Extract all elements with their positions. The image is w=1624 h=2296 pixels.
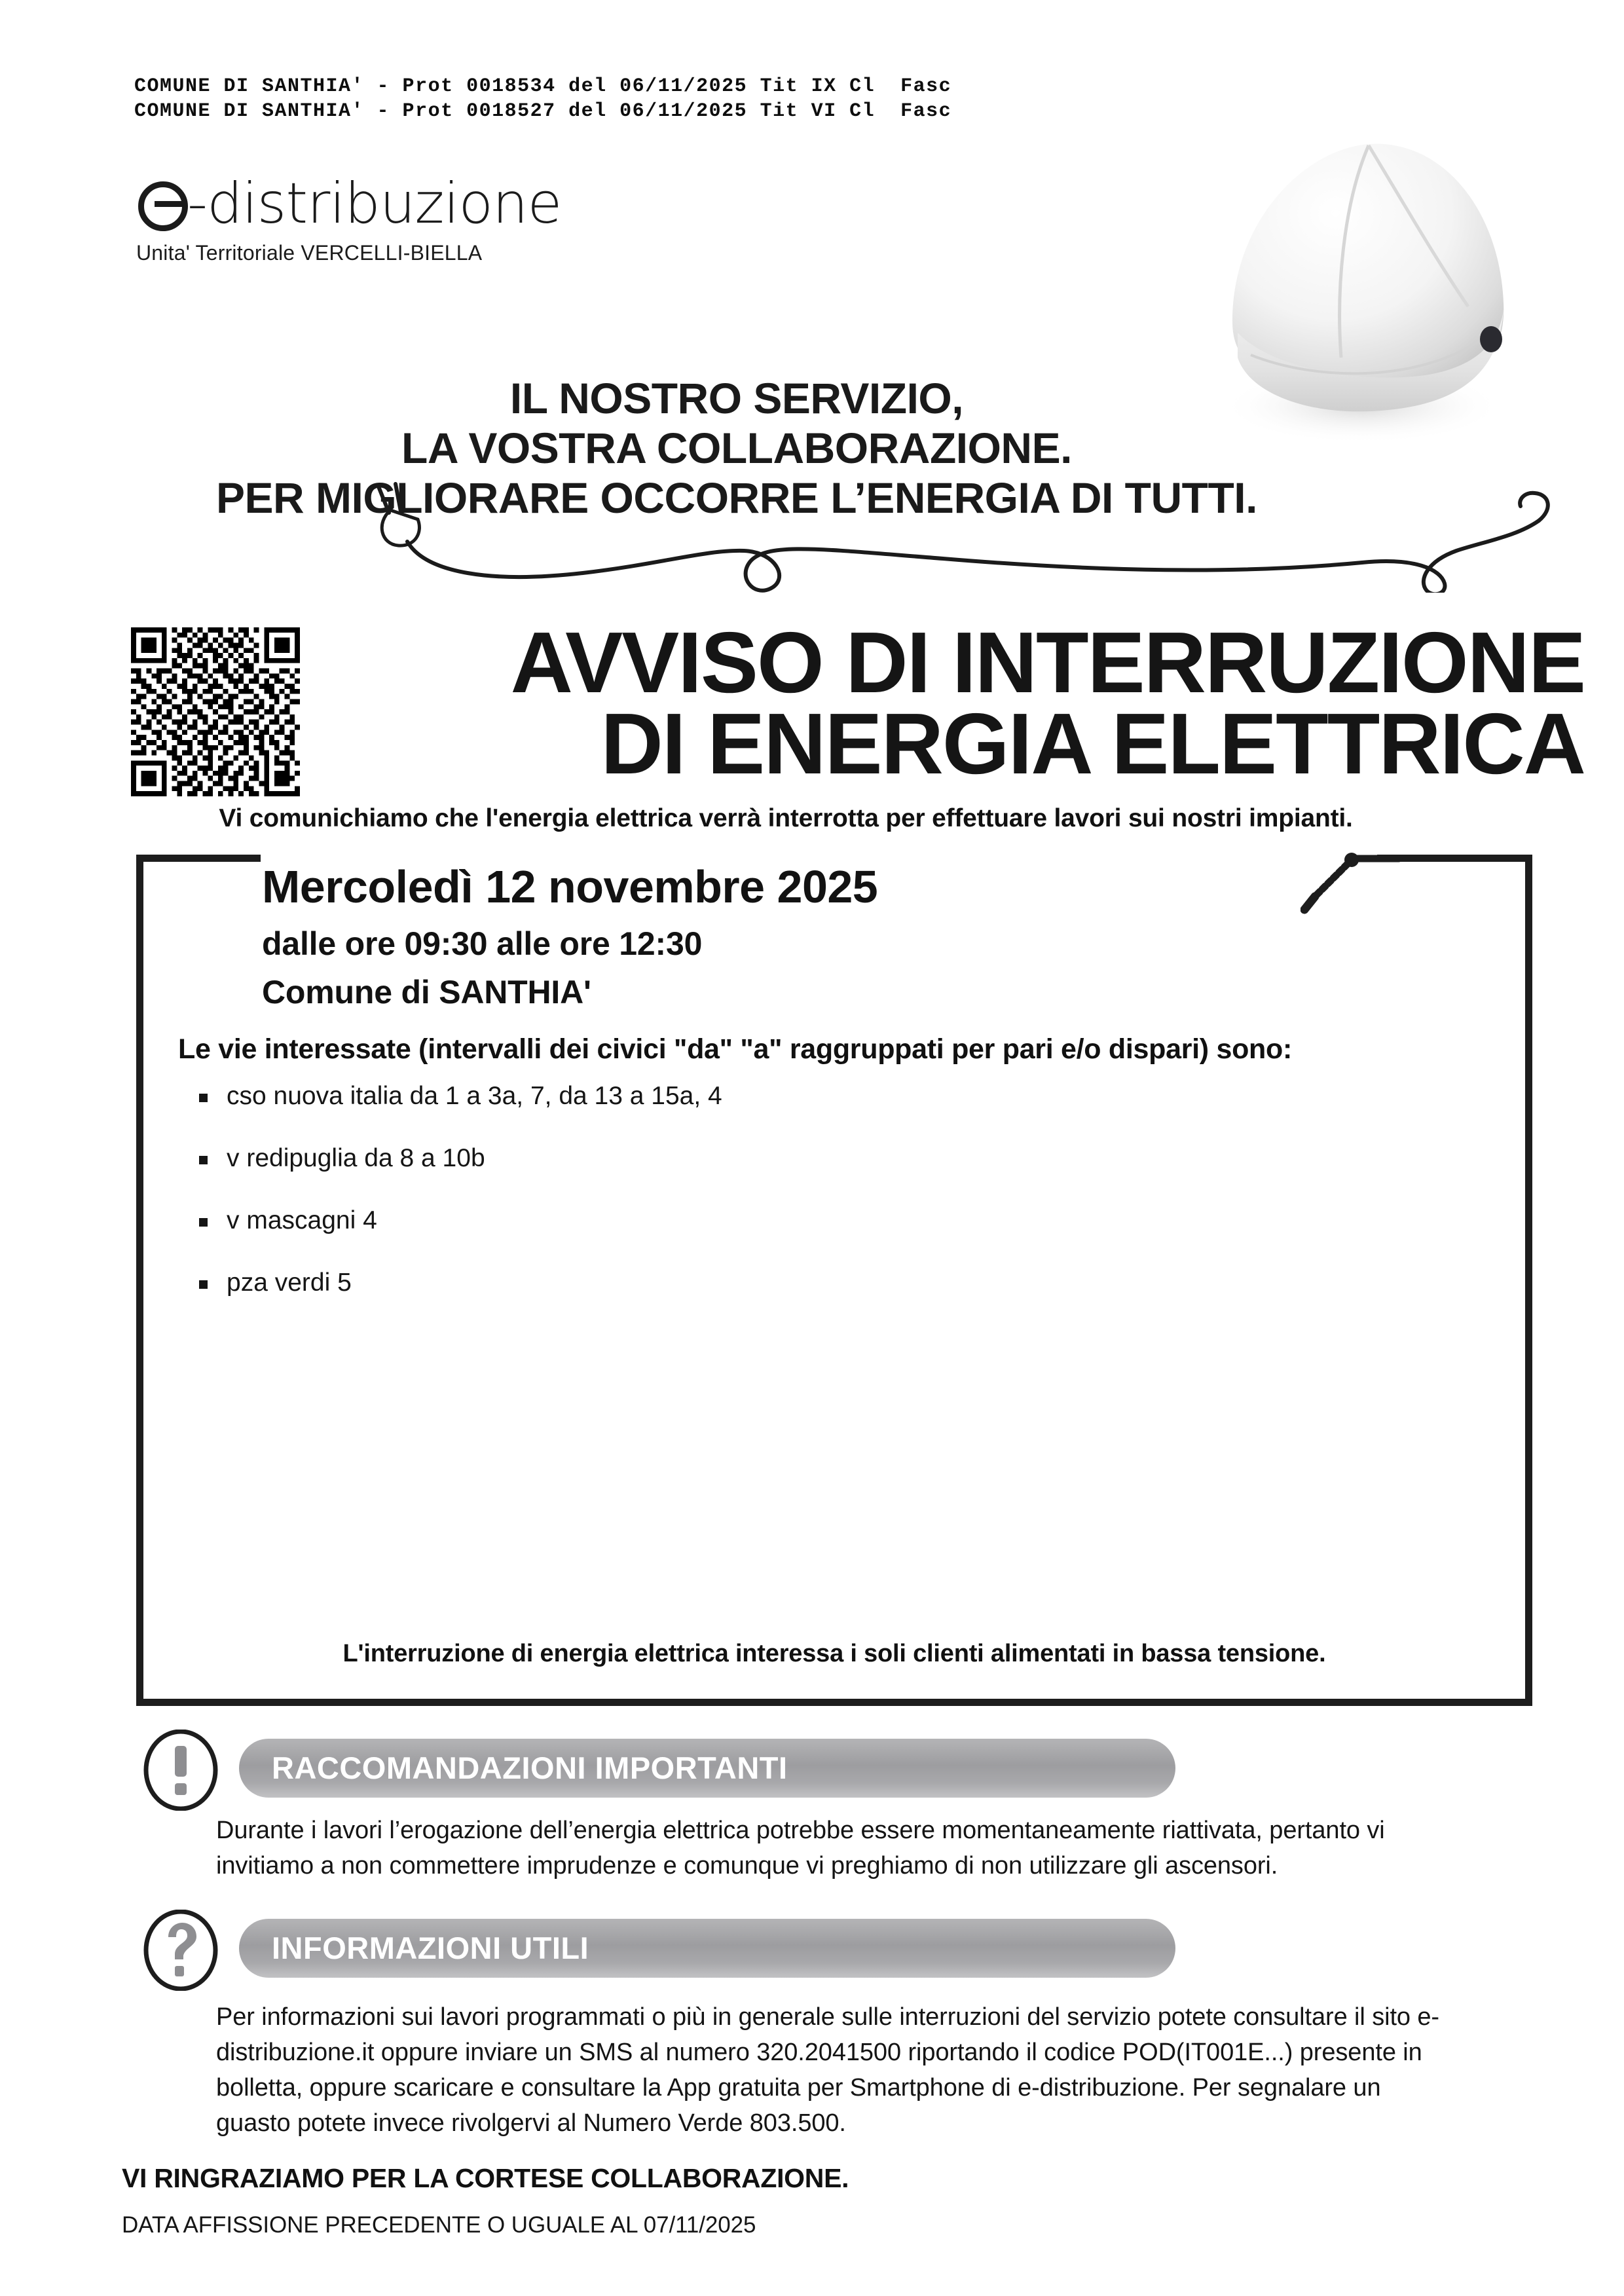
recommendations-badge <box>141 1739 1254 1802</box>
question-mark-icon <box>141 1910 221 1991</box>
frame-border-right <box>1525 855 1532 1706</box>
frame-border-bottom <box>136 1699 1532 1706</box>
outage-date: Mercoledì 12 novembre 2025 <box>262 861 878 912</box>
brand-logo <box>136 171 562 265</box>
useful-info-badge <box>141 1919 1254 1982</box>
protocol-stamp <box>134 74 951 124</box>
posting-date-line: DATA AFFISSIONE PRECEDENTE O UGUALE AL 07/11/2025 <box>122 2212 756 2238</box>
outage-schedule <box>262 859 877 1014</box>
page-title-line-1: AVVISO DI INTERRUZIONE <box>510 614 1585 711</box>
thanks-line: VI RINGRAZIAMO PER LA CORTESE COLLABORAZIONE. <box>122 2163 849 2193</box>
page-title-line-2: DI ENERGIA ELETTRICA <box>600 695 1585 792</box>
protocol-stamp-line-2: COMUNE DI SANTHIA' - Prot 0018527 del 06/11/2025 Tit VI Cl Fasc <box>134 100 952 122</box>
street-entry-text: pza verdi 5 <box>227 1268 352 1297</box>
list-item <box>196 1205 1441 1236</box>
tagline-line-3: PER MIGLIORARE OCCORRE L’ENERGIA DI TUTTI. <box>216 473 1257 522</box>
page-title <box>327 614 1585 792</box>
exclamation-icon <box>141 1730 221 1811</box>
logo-wordmark <box>136 171 562 236</box>
useful-info-section <box>141 1919 1254 1982</box>
tagline-line-2: LA VOSTRA COLLABORAZIONE. <box>401 424 1072 472</box>
page-subtitle: Vi comunichiamo che l'energia elettrica verrà interrotta per effettuare lavori sui nostri impianti. <box>219 804 1353 832</box>
street-entry-text: cso nuova italia da 1 a 3a, 7, da 13 a 15a, 4 <box>227 1082 722 1110</box>
outage-hours: dalle ore 09:30 alle ore 12:30 <box>262 925 703 962</box>
street-entry-text: v mascagni 4 <box>227 1206 377 1234</box>
protocol-stamp-line-1: COMUNE DI SANTHIA' - Prot 0018534 del 06/11/2025 Tit IX Cl Fasc <box>134 75 952 98</box>
list-item <box>196 1081 1441 1112</box>
tagline-line-1: IL NOSTRO SERVIZIO, <box>509 374 964 422</box>
recommendations-section <box>141 1739 1254 1802</box>
electrical-cable-decoration <box>367 481 1565 593</box>
frame-border-left <box>136 855 143 1706</box>
useful-info-heading: INFORMAZIONI UTILI <box>272 1931 589 1965</box>
recommendations-heading: RACCOMANDAZIONI IMPORTANTI <box>272 1750 788 1785</box>
outage-municipality: Comune di SANTHIA' <box>262 974 591 1010</box>
list-item <box>196 1267 1441 1299</box>
useful-info-body: Per informazioni sui lavori programmati o più in generale sulle interruzioni del servizio potete consultare il sito e-distribuzione.it oppure inviare un SMS al numero 320.2041500 riportando il codice POD(IT001E...) presente in bolletta, oppure scaricare e consultare la App gratuita per Smartphone di e-distribuzione. Per segnalare un guasto potete invece rivolgervi al Numero Verde 803.500. <box>216 2003 1439 2137</box>
list-item <box>196 1143 1441 1174</box>
affected-streets-list <box>196 1081 1441 1329</box>
recommendations-body: Durante i lavori l’erogazione dell’energia elettrica potrebbe essere momentaneamente riattivata, pertanto vi invitiamo a non commettere imprudenze e comunque vi preghiamo di non utilizzare gli ascensori. <box>216 1817 1385 1879</box>
e-distribuzione-e-icon <box>136 179 185 228</box>
frame-border-top-left <box>136 855 261 862</box>
logo-wordmark-text: -distribuzione <box>187 171 562 236</box>
qr-code[interactable] <box>131 627 300 796</box>
territorial-unit-label: Unita' Territoriale VERCELLI-BIELLA <box>136 241 483 265</box>
street-entry-text: v redipuglia da 8 a 10b <box>227 1144 485 1172</box>
low-voltage-note: L'interruzione di energia elettrica interessa i soli clienti alimentati in bassa tensione. <box>342 1640 1326 1667</box>
cable-spur-decoration <box>1301 849 1405 928</box>
affected-streets-heading: Le vie interessate (intervalli dei civici "da" "a" raggruppati per pari e/o dispari) sono: <box>178 1033 1293 1065</box>
